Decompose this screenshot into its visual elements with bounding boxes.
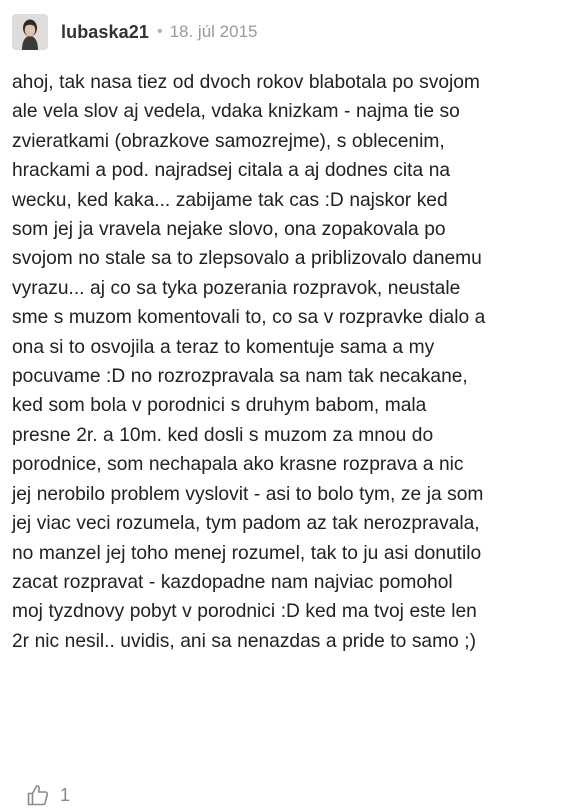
comment-body bbox=[12, 68, 564, 656]
comment-body-line: hrackami a pod. najradsej citala a aj dodnes cita na bbox=[12, 160, 451, 182]
comment-body-line: porodnice, som nechapala ako krasne rozprava a nic bbox=[12, 454, 464, 476]
avatar-photo-icon bbox=[12, 14, 48, 50]
like-count: 1 bbox=[60, 784, 71, 805]
comment-body-line: wecku, ked kaka... zabijame tak cas :D najskor ked bbox=[12, 189, 448, 211]
comment-header bbox=[12, 14, 257, 50]
comment-body-line: sme s muzom komentovali to, co sa v rozpravke dialo a bbox=[12, 307, 486, 329]
author-username[interactable]: lubaska21 bbox=[61, 21, 149, 42]
comment-body-line: zvieratkami (obrazkove samozrejme), s oblecenim, bbox=[12, 130, 445, 152]
user-avatar[interactable] bbox=[12, 14, 48, 50]
comment-body-line: ked som bola v porodnici s druhym babom, mala bbox=[12, 395, 427, 417]
comment-body-line: moj tyzdnovy pobyt v porodnici :D ked ma tvoj este len bbox=[12, 601, 477, 623]
comment-body-line: ale vela slov aj vedela, vdaka knizkam - najma tie so bbox=[12, 101, 460, 123]
comment-body-line: svojom no stale sa to zlepsovalo a priblizovalo danemu bbox=[12, 248, 482, 270]
like-row bbox=[26, 782, 70, 808]
comment-body-line: no manzel jej toho menej rozumel, tak to ju asi donutilo bbox=[12, 542, 482, 564]
comment-date: 18. júl 2015 bbox=[169, 22, 258, 41]
meta-separator: • bbox=[156, 23, 163, 40]
comment-body-line: som jej ja vravela nejake slovo, ona zopakovala po bbox=[12, 219, 446, 241]
like-button[interactable] bbox=[26, 783, 50, 807]
comment-body-line: ona si to osvojila a teraz to komentuje sama a my bbox=[12, 336, 435, 358]
comment-body-line: presne 2r. a 10m. ked dosli s muzom za mnou do bbox=[12, 424, 434, 446]
comment-body-line: 2r nic nesil.. uvidis, ani sa nenazdas a pride to samo ;) bbox=[12, 630, 477, 652]
comment-body-line: jej nerobilo problem vyslovit - asi to bolo tym, ze ja som bbox=[12, 483, 484, 505]
comment-body-line: jej viac veci rozumela, tym padom az tak nerozpravala, bbox=[12, 513, 480, 535]
thumbs-up-icon bbox=[26, 783, 50, 807]
comment-body-line: pocuvame :D no rozrozpravala sa nam tak necakane, bbox=[12, 366, 468, 388]
comment-body-line: ahoj, tak nasa tiez od dvoch rokov blabotala po svojom bbox=[12, 72, 480, 93]
comment-body-line: vyrazu... aj co sa tyka pozerania rozpravok, neustale bbox=[12, 277, 461, 299]
comment-body-line: zacat rozpravat - kazdopadne nam najviac pomohol bbox=[12, 571, 453, 593]
